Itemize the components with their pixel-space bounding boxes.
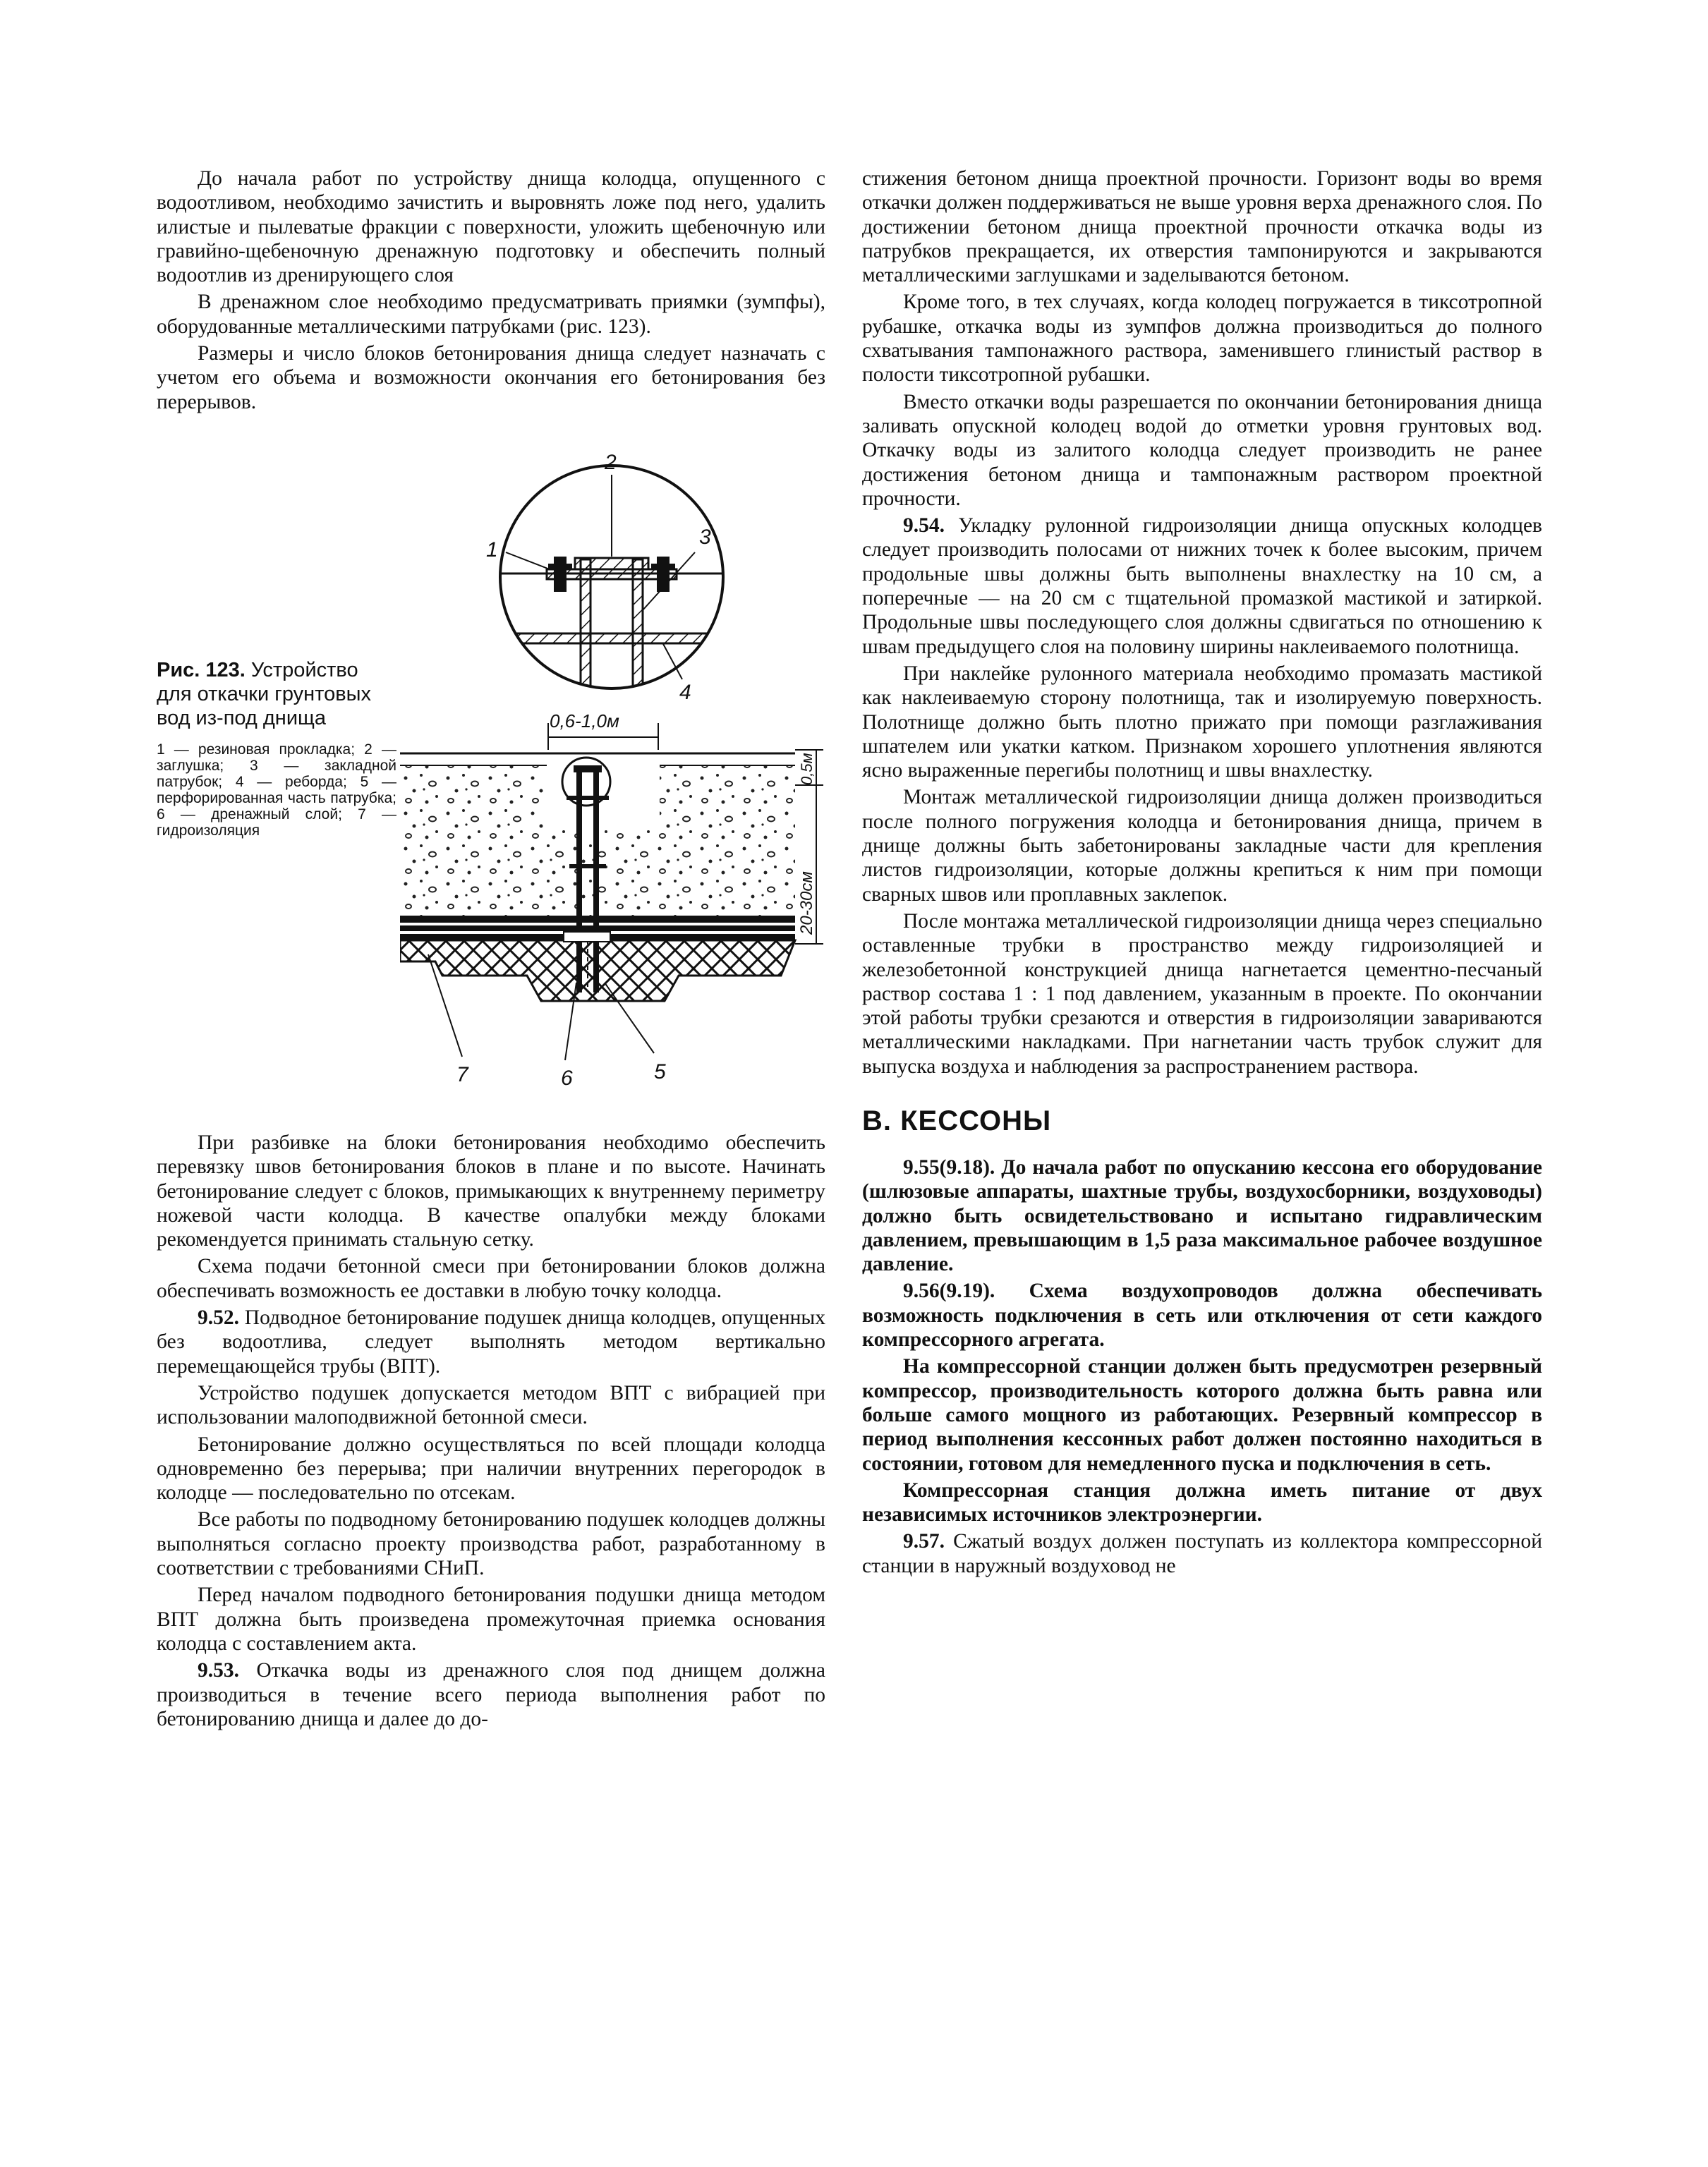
paragraph-pumping-continued: стижения бетоном днища проектной прочности. Горизонт воды во время откачки должен поддерживаться не выше уровня верха дренажного слоя. По достижении бетоном днища проектной прочности откачка воды из патрубков прекращается, их отверстия тампонируются и закрываются металлическими заглушками и заделываются бетоном. xyxy=(862,167,1542,287)
paragraph-thixotropic-jacket: Кроме того, в тех случаях, когда колодец погружается в тиксотропной рубашке, откачка воды из зумпфов должна производиться до полного схватывания тампонажного раствора, заменившего глинистый раствор в полости тиксотропной рубашки. xyxy=(862,291,1542,387)
paragraph-block-sizes: Размеры и число блоков бетонирования днища следует назначать с учетом его объема и возможности окончания его бетонирования без перерывов. xyxy=(157,342,825,413)
paragraph-9-53 xyxy=(157,1658,825,1731)
figure-number: Рис. 123. xyxy=(157,658,246,681)
clause-text: Укладку рулонной гидроизоляции днища опускных колодцев следует производить полосами от нижних точек к более высоким, причем продольные швы должны быть выполнены внахлестку на 10 см, а поперечные — на 20 см с тщательной промазкой мастикой и затиркой. Продольные швы последующего слоя должны сдвигаться по отношению к швам предыдущего слоя на половину ширины наклеиваемого полотнища. xyxy=(862,514,1542,658)
clause-number: 9.52. xyxy=(198,1306,239,1330)
paragraph-9-56: 9.56(9.19). Схема воздухопроводов должна обеспечивать возможность подключения в сеть или отключения от сети каждого компрессорного агрегата. xyxy=(862,1280,1542,1352)
dimension-top-layer: 0,5м xyxy=(798,753,816,785)
paragraph-power-supply: Компрессорная станция должна иметь питание от двух независимых источников электроэнергии. xyxy=(862,1479,1542,1526)
label-6: 6 xyxy=(561,1066,573,1090)
paragraph-9-52 xyxy=(157,1306,825,1378)
label-5: 5 xyxy=(654,1060,666,1084)
clause-text: Откачка воды из дренажного слоя под днищем должна производиться в течение всего периода выполнения работ по бетонированию днища и далее до до- xyxy=(157,1659,825,1730)
paragraph-continuous-concreting: Бетонирование должно осуществляться по всей площади колодца одновременно без перерыва; при наличии внутренних перегородок в колодце — последовательно по отсекам. xyxy=(157,1433,825,1505)
paragraph-roll-gluing: При наклейке рулонного материала необходимо промазать мастикой как наклеиваемую сторону полотнища, так и изолируемую поверхность. Полотнище должно быть плотно прижато при помощи разглаживания шпателем или укатки катком. Признаком хорошего уплотнения являются ясно выраженные перегибы полотнищ и швы внахлестку. xyxy=(862,662,1542,782)
left-column xyxy=(157,166,825,1734)
clause-number: 9.57. xyxy=(903,1530,945,1553)
dimension-drain-layer: 20-30см xyxy=(797,871,816,935)
clause-number: 9.53. xyxy=(198,1659,239,1682)
paragraph-vpt-vibration: Устройство подушек допускается методом ВПТ с вибрацией при использовании малоподвижной бетонной смеси. xyxy=(157,1381,825,1429)
right-column xyxy=(862,166,1542,1581)
paragraph-reserve-compressor: На компрессорной станции должен быть предусмотрен резервный компрессор, производительность которого должна быть равна или больше самого мощного из работающих. Резервный компрессор в период выполнения кессонных работ должен постоянно находиться в состоянии, готовом для немедленного пуска и подключения в сеть. xyxy=(862,1355,1542,1475)
figure-title: Устройство для откачки грунтовых вод из-под днища xyxy=(157,658,371,729)
section-heading-caissons: В. КЕССОНЫ xyxy=(862,1105,1052,1136)
clause-number: 9.54. xyxy=(903,514,945,538)
clause-text: Подводное бетонирование подушек днища колодцев, опущенных без водоотлива, следует выполнять методом вертикально перемещающейся трубы (ВПТ). xyxy=(157,1306,825,1378)
paragraph-block-joints: При разбивке на блоки бетонирования необходимо обеспечить перевязку швов бетонирования блоков в плане и по высоте. Начинать бетонирование следует с блоков, примыкающих к внутреннему периметру ножевой части колодца. В качестве опалубки между блоками рекомендуется принимать стальную сетку. xyxy=(157,1131,825,1251)
label-4: 4 xyxy=(679,680,691,704)
paragraph-9-55: 9.55(9.18). До начала работ по опусканию кессона его оборудование (шлюзовые аппараты, шахтные трубы, воздухосборники, воздуховоды) должно быть освидетельствовано и испытано гидравлическим давлением, превышающим в 1,5 раза максимальное рабочее воздушное давление. xyxy=(862,1155,1542,1276)
paragraph-flood-instead: Вместо откачки воды разрешается по окончании бетонирования днища заливать опускной колодец водой до отметки уровня грунтовых вод. Откачку воды из залитого колодца следует производить не ранее достижения бетоном днища и тампонажным раствором проектной прочности. xyxy=(862,390,1542,510)
drain-device-drawing xyxy=(400,418,823,1124)
paragraph-metal-waterproofing: Монтаж металлической гидроизоляции днища должен производиться после полного погружения колодца и бетонирования днища, причем в днище должны быть забетонированы закладные части для крепления листов гидроизоляции, которые должны крепиться к ним при помощи сварных швов или проплавных заклепок. xyxy=(862,786,1542,906)
paragraph-9-57 xyxy=(862,1529,1542,1578)
label-2: 2 xyxy=(605,450,617,474)
label-1: 1 xyxy=(486,538,498,562)
paragraph-drain-bed-prep: До начала работ по устройству днища колодца, опущенного с водоотливом, необходимо зачистить и выровнять ложе под него, удалить илистые и пылеватые фракции с поверхности, уложить щебеночную или гравийно-щебеночную дренажную подготовку и обеспечить полный водоотлив из дренирующего слоя xyxy=(157,167,825,287)
figure-legend: 1 — резиновая прокладка; 2 — заглушка; 3 — закладной патрубок; 4 — реборда; 5 — перфорированная часть патрубка; 6 — дренажный слой; 7 — гидроизоляция xyxy=(157,741,396,839)
paragraph-concrete-delivery: Схема подачи бетонной смеси при бетонировании блоков должна обеспечивать возможность ее доставки в любую точку колодца. xyxy=(157,1255,825,1302)
figure-123 xyxy=(157,418,825,1124)
paragraph-sumps: В дренажном слое необходимо предусматривать приямки (зумпфы), оборудованные металлическими патрубками (рис. 123). xyxy=(157,291,825,338)
paragraph-grout-injection: После монтажа металлической гидроизоляции днища через специально оставленные трубки в пространство между гидроизоляцией и железобетонной конструкцией днища нагнетается цементно-песчаный раствор состава 1 : 1 под давлением, указанным в проекте. По окончании этой работы трубки срезаются и отверстия в гидроизоляции завариваются металлическими накладками. При нагнетании часть трубок служит для выпуска воздуха и наблюдения за распространением раствора. xyxy=(862,909,1542,1078)
dimension-width: 0,6-1,0м xyxy=(550,710,619,732)
clause-text: Сжатый воздух должен поступать из коллектора компрессорной станции в наружный воздуховод не xyxy=(862,1530,1542,1577)
paragraph-intermediate-acceptance: Перед началом подводного бетонирования подушки днища методом ВПТ должна быть произведена промежуточная приемка основания колодца с составлением акта. xyxy=(157,1584,825,1655)
label-7: 7 xyxy=(456,1062,468,1086)
label-3: 3 xyxy=(699,525,711,549)
figure-caption xyxy=(157,658,396,839)
paragraph-work-plan: Все работы по подводному бетонированию подушек колодцев должны выполняться согласно проекту производства работ, разработанному в соответствии с требованиями СНиП. xyxy=(157,1508,825,1580)
paragraph-9-54 xyxy=(862,514,1542,659)
